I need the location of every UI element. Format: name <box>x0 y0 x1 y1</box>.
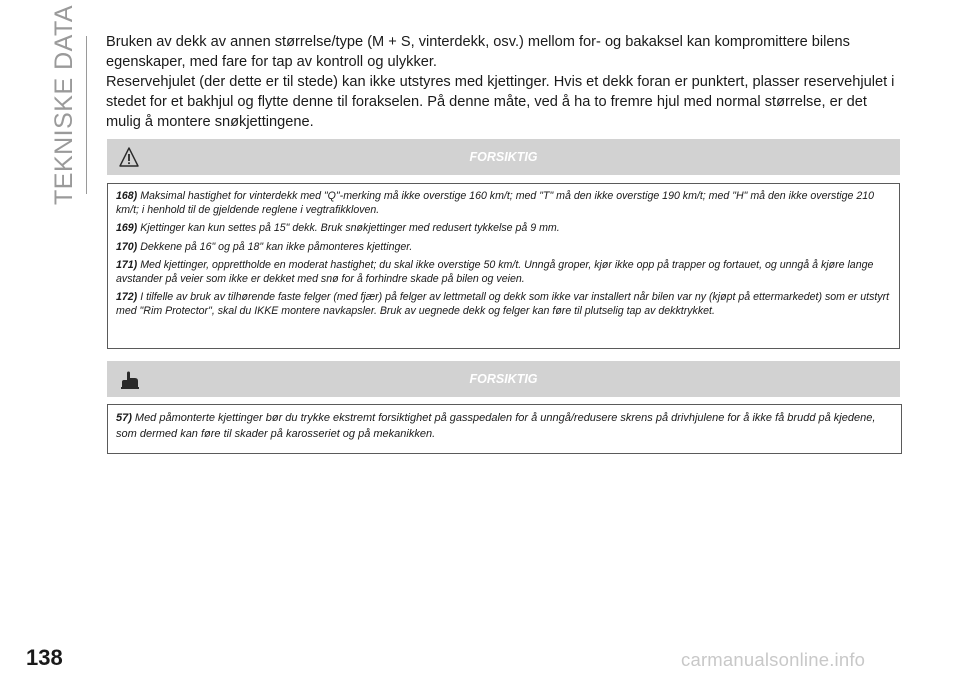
note-number: 169) <box>116 222 138 234</box>
intro-paragraph-1: Bruken av dekk av annen størrelse/type (M + S, vinterdekk, osv.) mellom for- og bakaksel kan kompromittere bilens egenskaper, med fare for tap av kontroll og ulykker. <box>106 34 850 70</box>
warning-box-2 <box>107 404 902 454</box>
note-text: Maksimal hastighet for vinterdekk med "Q"-merking må ikke overstige 160 km/t; med "T" må den ikke overstige 190 km/t; med "H" må den ikke overstige 210 km/t; i henhold til de gjeldende reglene i vegtrafikkloven. <box>116 190 875 216</box>
note-number: 172) <box>116 291 138 303</box>
note-text: Kjettinger kan kun settes på 15" dekk. Bruk snøkjettinger med redusert tykkelse på 9 mm. <box>140 222 560 234</box>
note-text: I tilfelle av bruk av tilhørende faste felger (med fjær) på felger av lettmetall og dekk som ikke var installert når bilen var ny (kjøpt på ettermarkedet) som er utstyrt med "Rim Protector", skal du IKKE montere navkapsler. Bruk av uegnede dekk og felger kan føre til plutselig tap av dekktrykket. <box>116 291 890 317</box>
intro-text <box>106 32 896 132</box>
note-number: 170) <box>116 240 138 253</box>
note-169 <box>116 222 893 236</box>
note-text: Med kjettinger, opprettholde en moderat hastighet; du skal ikke overstige 50 km/t. Unngå groper, kjør ikke opp på trapper og fortauet, og unngå å kjøre lange avstander på veier som ikke er dekket med snø for å forhindre skade på bilen og veien. <box>116 259 874 285</box>
warning-header-1 <box>107 139 900 175</box>
note-number: 171) <box>116 259 138 271</box>
note-172 <box>116 291 893 318</box>
warning-box-1 <box>107 183 900 349</box>
note-57 <box>116 411 891 442</box>
warning-title-2: FORSIKTIG <box>469 372 538 386</box>
watermark: carmanualsonline.info <box>681 649 866 670</box>
section-side-title-text: TEKNISKE DATA <box>50 4 78 205</box>
note-number: 57) <box>116 412 132 424</box>
page-number: 138 <box>26 645 63 670</box>
warning-header-2 <box>107 361 900 397</box>
note-171 <box>116 259 893 286</box>
note-text: Dekkene på 16" og på 18" kan ikke påmonteres kjettinger. <box>140 240 413 253</box>
intro-paragraph-2: Reservehjulet (der dette er til stede) kan ikke utstyres med kjettinger. Hvis et dekk foran er punktert, plasser reservehjulet i stedet for et bakhjul og flytte denne til forakselen. På denne måte, ved å ha to fremre hjul med normal størrelse, er det mulig å montere snøkjettingene. <box>106 74 895 130</box>
note-text: Med påmonterte kjettinger bør du trykke ekstremt forsiktighet på gasspedalen for å unngå/redusere skrens på drivhjulene for å ikke få brudd på kjedene, som dermed kan føre til skader på karosseriet og på mekanikken. <box>116 412 876 440</box>
note-170 <box>116 241 893 255</box>
note-168 <box>116 190 893 217</box>
side-divider <box>86 36 87 194</box>
note-number: 168) <box>116 190 138 202</box>
warning-title-1: FORSIKTIG <box>469 150 538 164</box>
